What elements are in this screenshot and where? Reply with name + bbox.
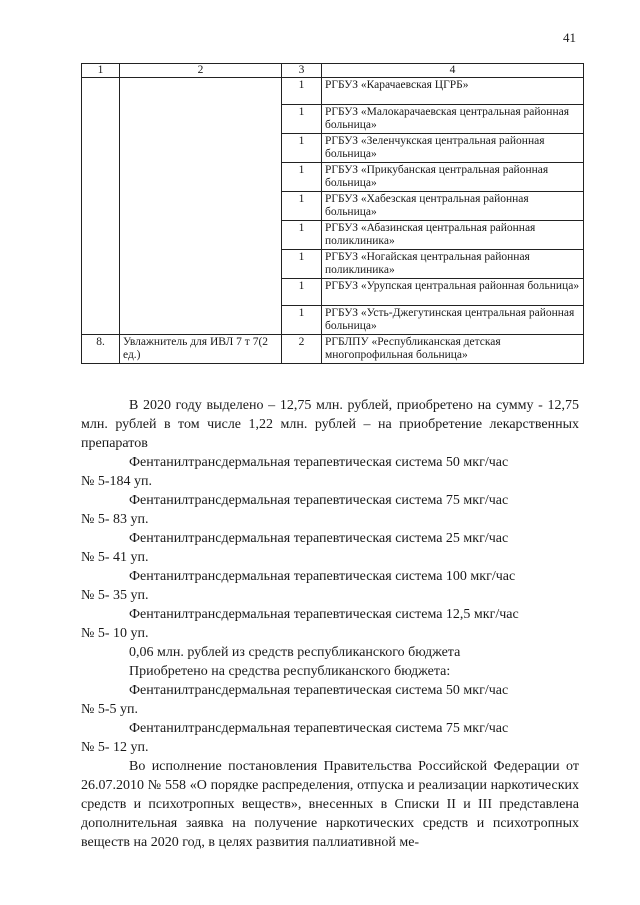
- cell-qty: 1: [282, 134, 322, 163]
- header-col-3: 3: [282, 64, 322, 78]
- cell-qty: 1: [282, 78, 322, 105]
- cell-num: [82, 78, 120, 335]
- cell-qty: 1: [282, 279, 322, 306]
- equipment-table: [81, 63, 584, 364]
- cell-org: РГБУЗ «Хабезская центральная районная больница»: [322, 192, 584, 221]
- paragraph-item: Фентанилтрансдермальная терапевтическая система 75 мкг/час: [129, 493, 509, 508]
- cell-qty: 1: [282, 105, 322, 134]
- paragraph-item: Фентанилтрансдермальная терапевтическая система 25 мкг/час: [129, 531, 509, 546]
- paragraph-item-tail: № 5- 83 уп.: [81, 512, 149, 527]
- header-col-1: 1: [82, 64, 120, 78]
- paragraph-bought: Приобретено на средства республиканского бюджета:: [129, 664, 451, 679]
- cell-item: Увлажнитель для ИВЛ 7 т 7(2 ед.): [120, 335, 282, 364]
- cell-org: РГБУЗ «Абазинская центральная районная поликлиника»: [322, 221, 584, 250]
- paragraph-item-tail: № 5-5 уп.: [81, 702, 139, 717]
- cell-org: РГБУЗ «Усть-Джегутинская центральная районная больница»: [322, 306, 584, 335]
- cell-org: РГБУЗ «Зеленчукская центральная районная больница»: [322, 134, 584, 163]
- cell-org: РГБУЗ «Урупская центральная районная больница»: [322, 279, 584, 306]
- cell-qty: 2: [282, 335, 322, 364]
- table-header-row: [82, 64, 584, 78]
- paragraph-item-tail: № 5- 12 уп.: [81, 740, 149, 755]
- cell-qty: 1: [282, 306, 322, 335]
- cell-num: 8.: [82, 335, 120, 364]
- paragraph-item-tail: № 5- 35 уп.: [81, 588, 149, 603]
- body-text: [81, 396, 579, 852]
- paragraph-resolution: Во исполнение постановления Правительства Российской Федерации от 26.07.2010 № 558 «О порядке распределения, отпуска и реализации наркотических средств и психотропных веществ», внесенных в Списки II и III представлена дополнительная заявка на получение наркотических средств и психотропных веществ на 2020 год, в целях развития паллиативной ме-: [81, 759, 579, 850]
- cell-qty: 1: [282, 250, 322, 279]
- cell-qty: 1: [282, 192, 322, 221]
- paragraph-item-tail: № 5- 10 уп.: [81, 626, 149, 641]
- cell-org: РГБУЗ «Карачаевская ЦГРБ»: [322, 78, 584, 105]
- table-row: [82, 335, 584, 364]
- cell-org: РГБЛПУ «Республиканская детская многопрофильная больница»: [322, 335, 584, 364]
- paragraph-item: Фентанилтрансдермальная терапевтическая система 12,5 мкг/час: [129, 607, 519, 622]
- header-col-4: 4: [322, 64, 584, 78]
- paragraph-item: Фентанилтрансдермальная терапевтическая система 100 мкг/час: [129, 569, 516, 584]
- cell-org: РГБУЗ «Прикубанская центральная районная больница»: [322, 163, 584, 192]
- paragraph-item-tail: № 5-184 уп.: [81, 474, 153, 489]
- cell-qty: 1: [282, 163, 322, 192]
- cell-item: [120, 78, 282, 335]
- page-number: 41: [563, 30, 576, 45]
- cell-org: РГБУЗ «Ногайская центральная районная поликлиника»: [322, 250, 584, 279]
- header-col-2: 2: [120, 64, 282, 78]
- paragraph-item-tail: № 5- 41 уп.: [81, 550, 149, 565]
- paragraph-funding: В 2020 году выделено – 12,75 млн. рублей, приобретено на сумму - 12,75 млн. рублей в том числе 1,22 млн. рублей – на приобретение лекарственных препаратов: [81, 398, 579, 451]
- table-row: [82, 78, 584, 105]
- paragraph-budget: 0,06 млн. рублей из средств республиканского бюджета: [129, 645, 461, 660]
- cell-qty: 1: [282, 221, 322, 250]
- paragraph-item: Фентанилтрансдермальная терапевтическая система 50 мкг/час: [129, 683, 509, 698]
- cell-org: РГБУЗ «Малокарачаевская центральная районная больница»: [322, 105, 584, 134]
- paragraph-item: Фентанилтрансдермальная терапевтическая система 50 мкг/час: [129, 455, 509, 470]
- paragraph-item: Фентанилтрансдермальная терапевтическая система 75 мкг/час: [129, 721, 509, 736]
